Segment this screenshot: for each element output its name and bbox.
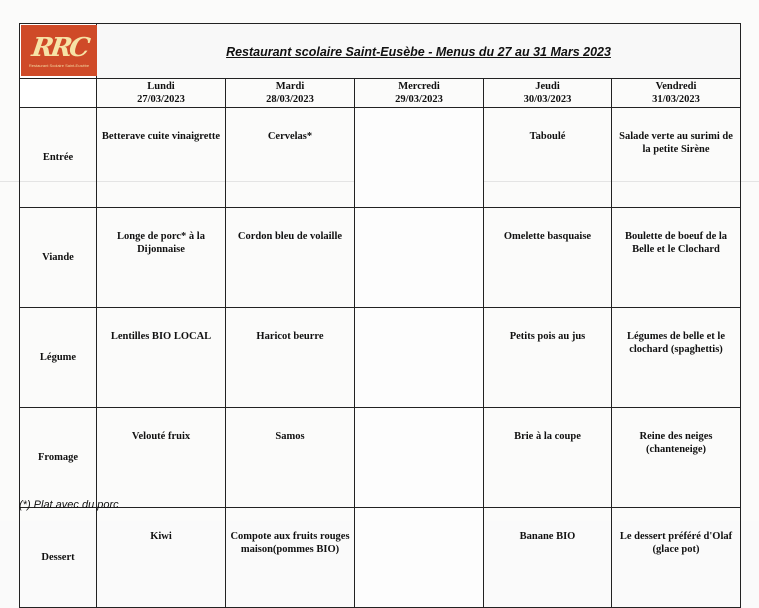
menu-row-dessert [20,508,741,608]
dish-cell: Boulette de boeuf de la Belle et le Clochard [612,208,741,308]
dish-cell: Kiwi [97,508,226,608]
day-date: 31/03/2023 [652,94,700,105]
logo-text: RRC [29,32,89,63]
day-date: 30/03/2023 [523,94,572,105]
day-header-thursday [484,79,612,108]
dish-cell [355,108,484,208]
row-label: Légume [20,308,97,408]
dish-cell [355,308,484,408]
dish-cell: Velouté fruix [97,408,226,508]
day-header-wednesday [355,79,484,108]
day-header-monday [97,79,226,108]
dish-cell: Haricot beurre [226,308,355,408]
menu-row-legume [20,308,741,408]
dish-cell: Taboulé [484,108,612,208]
dish-cell [355,408,484,508]
day-date: 27/03/2023 [137,94,185,105]
restaurant-logo [21,25,97,76]
dish-cell [355,508,484,608]
dish-cell: Samos [226,408,355,508]
weekly-menu-table [19,23,741,608]
row-label: Dessert [20,508,97,608]
dish-cell: Légumes de belle et le clochard (spaghettis) [612,308,741,408]
logo-cell [20,24,97,79]
row-label: Viande [20,208,97,308]
dish-cell: Salade verte au surimi de la petite Sirène [612,108,741,208]
dish-cell: Petits pois au jus [484,308,612,408]
day-name: Vendredi [655,81,697,92]
dish-cell: Cervelas* [226,108,355,208]
menu-row-fromage [20,408,741,508]
day-header-row [20,79,741,108]
row-label: Fromage [20,408,97,508]
dish-cell: Brie à la coupe [484,408,612,508]
dish-cell: Lentilles BIO LOCAL [97,308,226,408]
day-date: 29/03/2023 [395,94,443,105]
day-name: Lundi [147,81,175,92]
dish-cell: Cordon bleu de volaille [226,208,355,308]
row-label: Entrée [20,108,97,208]
day-header-friday [612,79,741,108]
menu-row-viande [20,208,741,308]
day-date: 28/03/2023 [266,94,314,105]
dish-cell: Longe de porc* à la Dijonnaise [97,208,226,308]
title-row [20,24,741,79]
dish-cell: Le dessert préféré d'Olaf (glace pot) [612,508,741,608]
title-cell [97,24,741,79]
day-name: Mardi [275,81,305,92]
menu-row-entree [20,108,741,208]
day-name: Jeudi [535,81,560,92]
dish-cell: Omelette basquaise [484,208,612,308]
day-header-tuesday [226,79,355,108]
dish-cell: Compote aux fruits rouges maison(pommes BIO) [226,508,355,608]
pork-footnote: (*) Plat avec du porc [19,499,119,511]
page-title: Restaurant scolaire Saint-Eusèbe - Menus du 27 au 31 Mars 2023 [226,45,611,59]
logo-subtitle: Restaurant Scolaire Saint-Eusèbe [28,62,90,68]
header-corner [20,79,97,108]
dish-cell: Banane BIO [484,508,612,608]
dish-cell: Betterave cuite vinaigrette [97,108,226,208]
day-name: Mercredi [398,81,440,92]
dish-cell: Reine des neiges (chanteneige) [612,408,741,508]
dish-cell [355,208,484,308]
